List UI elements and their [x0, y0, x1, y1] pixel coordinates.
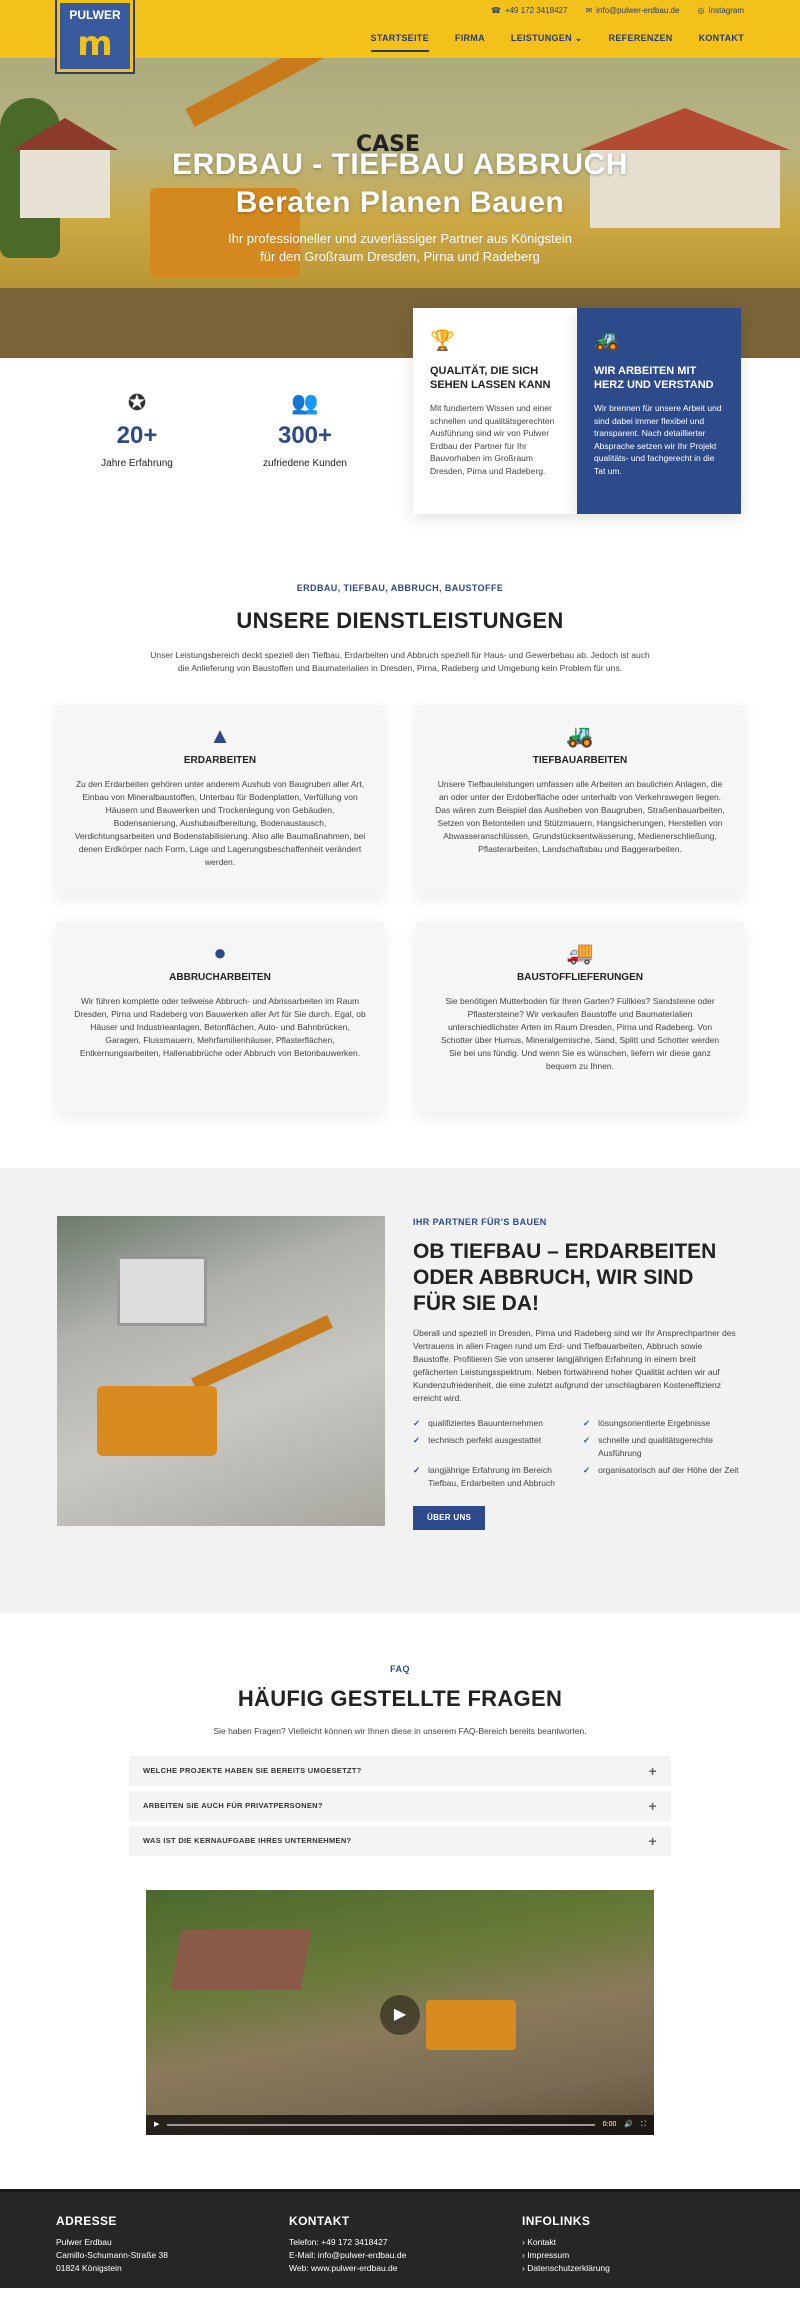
check-item: ✓ schnelle und qualitätsgerechte Ausführung — [583, 1435, 713, 1458]
check-item: ✓ organisatorisch auf der Höhe der Zeit — [583, 1464, 741, 1490]
phone-icon: ☎ — [490, 6, 501, 15]
service-card-erdarbeiten: ▲ ERDARBEITEN Zu den Erdarbeiten gehören unter anderem Aushub von Baugruben aller Art, Einbau von Mineralbaustoffen, Unterbau für Bodenplatten, Verfüllung von Häusern und Bauwerken und Trockenlegung von Gebäuden, Bodensanierung, Aushubaufbereitung, Bodenaustausch, Verdichtungsarbeiten und Bodenstabilisierung. Also alle Baumaßnahmen, bei denen Erdkörper nach Form, Lage und Lagerungsbeschaffenheit verändert werden. — [56, 705, 384, 895]
heart-box: 🚜 WIR ARBEITEN MIT HERZ UND VERSTAND Wir brennen für unsere Arbeit und sind dabei immer flexibel und transparent. Nach detaillierter Absprache setzen wir Ihr Projekt qualitäts- und fachgerecht in die Tat um. — [577, 308, 741, 514]
services-section — [56, 558, 744, 1112]
faq-item[interactable]: WELCHE PROJEKTE HABEN SIE BEREITS UMGESETZT? + — [129, 1756, 671, 1786]
bomb-icon: ● — [213, 939, 227, 965]
faq-item[interactable]: WAS IST DIE KERNAUFGABE IHRES UNTERNEHMEN? + — [129, 1826, 671, 1856]
footer-web[interactable]: Web: www.pulwer-erdbau.de — [289, 2263, 398, 2273]
faq-title: HÄUFIG GESTELLTE FRAGEN — [237, 1686, 563, 1711]
about-button[interactable]: ÜBER UNS — [413, 1506, 485, 1530]
footer-contact: KONTAKT Telefon: +49 172 3418427 E-Mail: info@pulwer-erdbau.de Web: www.pulwer-erdbau.de — [289, 2212, 522, 2275]
service-card-tiefbau: 🚜 TIEFBAUARBEITEN Unsere Tiefbauleistungen umfassen alle Arbeiten an baulichen Anlagen, die an oder unter der Erdoberfläche oder unterhalb von Verkehrswegen liegen. Das wären zum Beispiel das Ausheben von Baugruben, Straßenbauarbeiten, Setzen von Betonteilen und Stützmauern, Hangsicherungen, Herstellen von Abwasseranschlüssen, Grundstücksentwässerung, Medienerschließung, Pflasterarbeiten, Landschaftsbau und Baggerarbeiten. — [416, 705, 744, 895]
about-subtitle: IHR PARTNER FÜR'S BAUEN — [413, 1216, 547, 1227]
stat-customers: 👥 300+ zufriedene Kunden — [245, 386, 365, 471]
excavator-image — [97, 1386, 217, 1456]
footer-link-kontakt[interactable]: › Kontakt — [522, 2237, 557, 2247]
footer-phone[interactable]: Telefon: +49 172 3418427 — [289, 2237, 388, 2247]
logo[interactable]: PULWER m — [57, 0, 133, 72]
nav-referenzen[interactable]: REFERENZEN — [608, 33, 673, 43]
main-nav — [371, 32, 744, 52]
plus-icon: + — [648, 1832, 657, 1849]
faq-subtitle: FAQ — [390, 1663, 410, 1674]
check-item: ✓ langjährige Erfahrung im Bereich Tiefbau, Erdarbeiten und Abbruch — [413, 1465, 555, 1488]
footer-email[interactable]: E-Mail: info@pulwer-erdbau.de — [289, 2250, 407, 2260]
check-icon: ✓ — [413, 1435, 421, 1445]
services-subtitle: ERDBAU, TIEFBAU, ABBRUCH, BAUSTOFFE — [296, 583, 504, 593]
excavator-boom — [191, 1314, 333, 1390]
mail-icon: ✉ — [585, 6, 593, 15]
trophy-icon: 🏆 — [430, 330, 455, 352]
video-excavator-image — [426, 2000, 516, 2050]
service-card-baustoffe: 🚚 BAUSTOFFLIEFERUNGEN Sie benötigen Mutterboden für Ihren Garten? Füllkies? Sandsteine oder Pflastersteine? Wir verkaufen Baustoffe und Baumaterialien unterschiedlichster Arten im Raum Dresden, Pirna und Radeberg. Von Schotter über Humus, Mineralgemische, Sand, Splitt und Schotter werden Sie bei uns fündig. Und wenn Sie es wünschen, liefern wir diese ganz bequem zu Ihnen. — [416, 922, 744, 1112]
volume-icon[interactable]: 🔊 — [624, 2120, 634, 2128]
hero-subtitle: Ihr professioneller und zuverlässiger Partner aus Königstein für den Großraum Dresden, Pirna und Radeberg — [228, 231, 572, 264]
check-icon: ✓ — [413, 1418, 421, 1428]
garage-image — [117, 1256, 207, 1326]
faq-section — [56, 1613, 744, 2136]
about-text: Überall und speziell in Dresden, Pirna und Radeberg sind wir Ihr Ansprechpartner des Vertrauens in allen Fragen rund um Erd- und Tiefbauarbeiten, Abbruch sowie Baustoffe. Profitieren Sie von unserer langjährigen Erfahrung in einem breit gefächerten Leistungsspektrum. Neben fortwährend hoher Qualität achten wir auf Kundenzufriedenheit, die eine zuletzt aufgrund der unschlagbaren Kosteneffizienz erreicht wird. — [413, 1328, 736, 1403]
faq-accordion — [129, 1756, 671, 1856]
site-header — [0, 0, 800, 64]
video-controls — [146, 2115, 654, 2135]
stat-experience: ✪ 20+ Jahre Erfahrung — [77, 386, 197, 471]
video-progress-bar[interactable] — [167, 2124, 594, 2126]
site-footer — [0, 2189, 800, 2288]
check-item: ✓ technisch perfekt ausgestattet — [413, 1434, 583, 1460]
truck-icon: 🚜 — [594, 330, 619, 352]
video-time: 0:00 — [602, 2120, 617, 2128]
footer-link-datenschutz[interactable]: › Datenschutzerklärung — [522, 2263, 610, 2273]
plus-icon: + — [648, 1797, 657, 1814]
instagram-link[interactable]: ◎ Instagram — [697, 6, 744, 15]
play-icon[interactable]: ▶ — [380, 1995, 420, 2035]
play-button-icon[interactable]: ▶ — [154, 2120, 160, 2128]
phone-link[interactable]: ☎ +49 172 3418427 — [490, 6, 568, 15]
topbar — [491, 0, 744, 22]
mountain-icon: ▲ — [209, 722, 231, 748]
email-link[interactable]: ✉ info@pulwer-erdbau.de — [585, 6, 680, 15]
nav-kontakt[interactable]: KONTAKT — [698, 33, 744, 43]
footer-link-impressum[interactable]: › Impressum — [522, 2250, 570, 2260]
faq-item[interactable]: ARBEITEN SIE AUCH FÜR PRIVATPERSONEN? + — [129, 1791, 671, 1821]
award-icon: ✪ — [127, 390, 147, 415]
video-house-image — [171, 1930, 312, 1990]
nav-leistungen[interactable]: LEISTUNGEN ⌄ — [510, 33, 583, 43]
footer-address: ADRESSE Pulwer Erdbau Camillo-Schumann-Straße 38 01824 Königstein — [56, 2214, 168, 2273]
hero-title: ERDBAU - TIEFBAU ABBRUCH Beraten Planen Bauen — [172, 148, 628, 219]
services-title: UNSERE DIENSTLEISTUNGEN — [236, 607, 564, 633]
nav-startseite[interactable]: STARTSEITE — [371, 32, 429, 52]
hero-excavator-arm — [185, 58, 389, 127]
check-icon: ✓ — [583, 1418, 591, 1428]
about-title: OB TIEFBAU – ERDARBEITEN ODER ABBRUCH, WIR SIND FÜR SIE DA! — [413, 1240, 717, 1315]
check-list — [413, 1417, 741, 1490]
check-item: ✓ qualifiziertes Bauunternehmen — [413, 1418, 543, 1428]
video-player[interactable] — [146, 1890, 654, 2135]
stats-section — [0, 330, 800, 558]
check-item: ✓ lösungsorientierte Ergebnisse — [583, 1418, 711, 1428]
services-intro: Unser Leistungsbereich deckt speziell den Tiefbau, Erdarbeiten und Abbruch speziell für Haus- und Gewerbebau ab. Jedoch ist auch die Anlieferung von Baustoffen und Baumaterialien in Dresden, Pirna, Radeberg und Umgebung kein Problem für uns. — [150, 649, 650, 673]
excavator-photo — [57, 1216, 385, 1526]
nav-firma[interactable]: FIRMA — [454, 33, 485, 43]
fullscreen-icon[interactable]: ⛶ — [641, 2120, 646, 2128]
about-section — [0, 1168, 800, 1613]
quality-box: 🏆 QUALITÄT, DIE SICH SEHEN LASSEN KANN Mit fundiertem Wissen und einer schnellen und qualitätsgerechten Ausführung sind wir von Pulwer Erdbau der Partner für Ihr Bauvorhaben im Großraum Dresden, Pirna und Radeberg. — [413, 308, 577, 514]
users-icon: 👥 — [291, 390, 319, 415]
bulldozer-icon: 🚜 — [566, 722, 594, 748]
check-icon: ✓ — [583, 1465, 591, 1475]
service-card-abbruch: ● ABBRUCHARBEITEN Wir führen komplette oder teilweise Abbruch- und Abrissarbeiten im Raum Dresden, Pirna und Radeberg von Bauwerken aller Art für Sie durch. Egal, ob Häuser und Industrieanlagen, Betonflächen, Auto- und Bahnbrücken, Garagen, Flussmauern, Mehrfamilienhäuser, Pflasterflächen, Entkernungsarbeiten, Hallenabbrüche oder Abbruch von Betonbauwerken. — [56, 922, 384, 1112]
check-icon: ✓ — [413, 1465, 421, 1475]
instagram-icon: ◎ — [697, 6, 705, 15]
faq-intro: Sie haben Fragen? Vielleicht können wir Ihnen diese in unserem FAQ-Bereich bereits beantworten. — [213, 1726, 587, 1736]
delivery-truck-icon: 🚚 — [566, 939, 594, 965]
check-icon: ✓ — [583, 1435, 591, 1445]
plus-icon: + — [648, 1762, 657, 1779]
footer-links: INFOLINKS › Kontakt › Impressum › Datenschutzerklärung — [522, 2212, 744, 2275]
